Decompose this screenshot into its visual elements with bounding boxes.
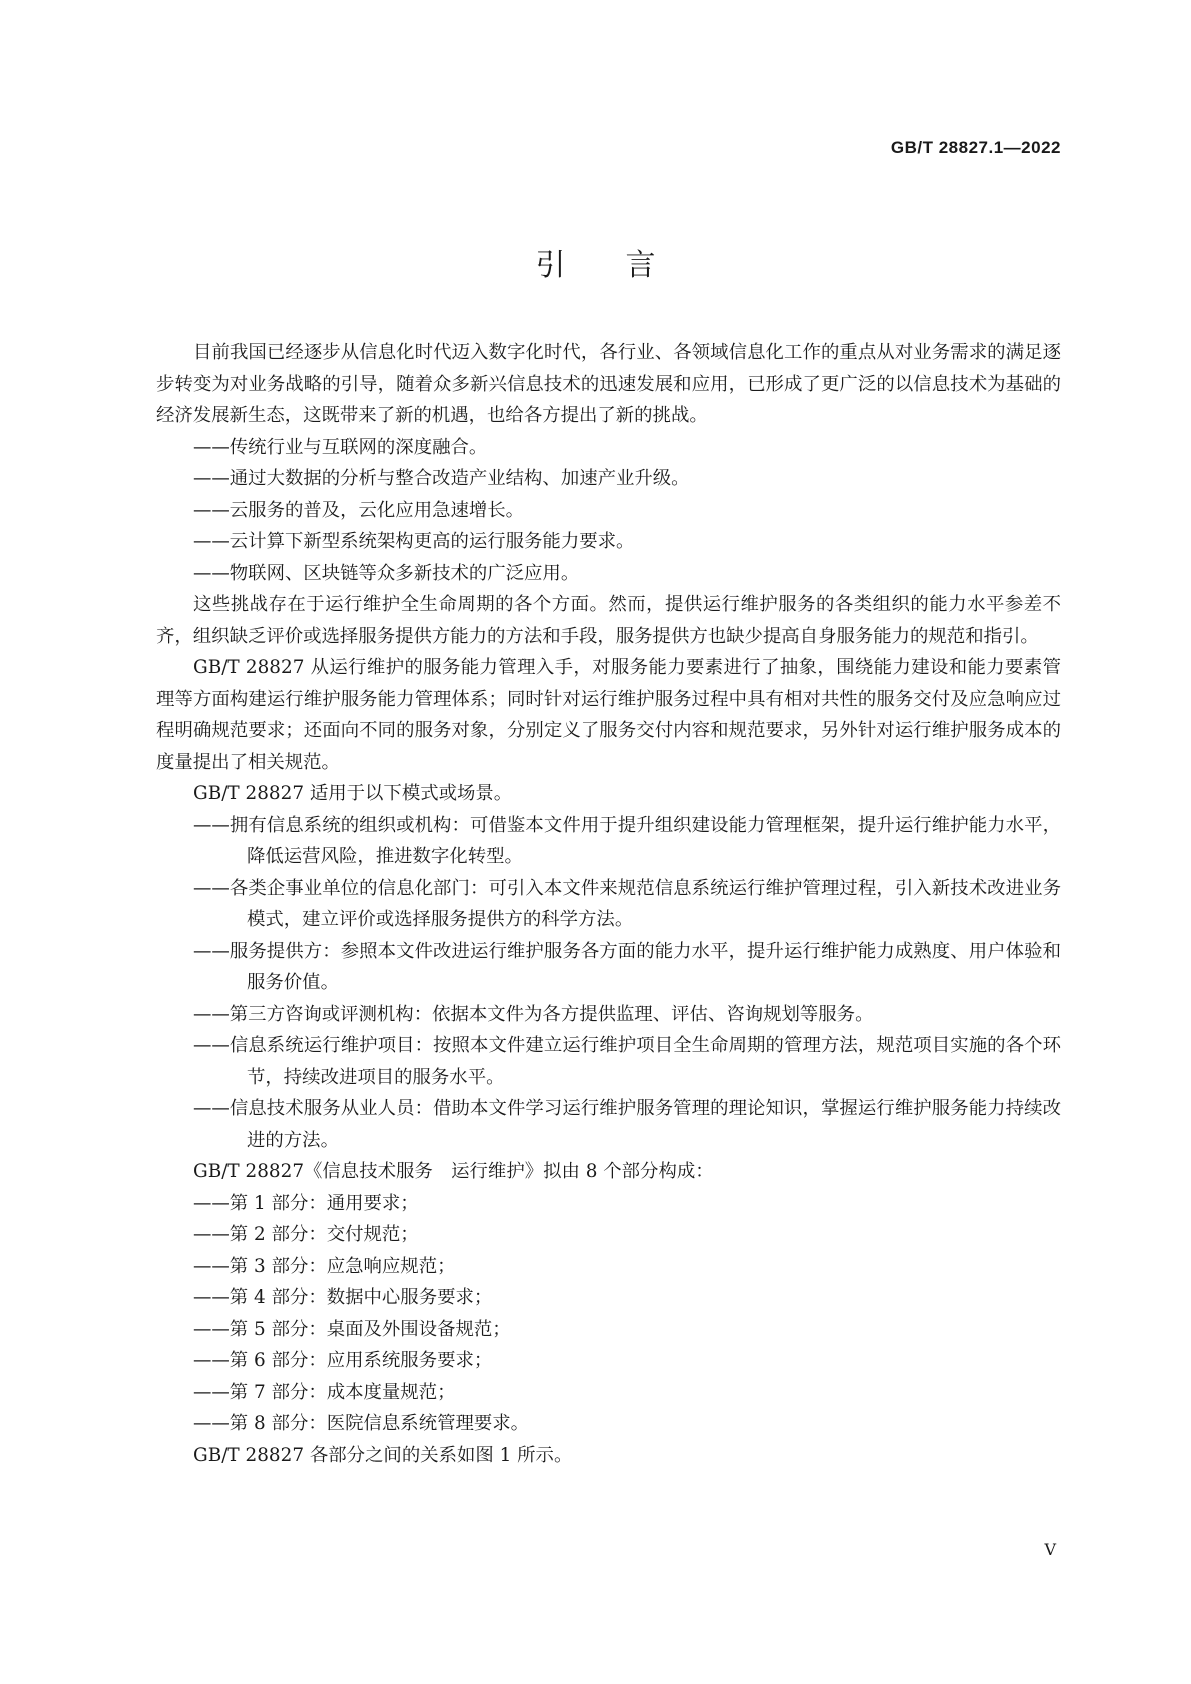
list-item: ——拥有信息系统的组织或机构：可借鉴本文件用于提升组织建设能力管理框架，提升运行维护能力水平，降低运营风险，推进数字化转型。: [193, 814, 1061, 867]
document-code: GB/T 28827.1—2022: [890, 138, 1061, 157]
list-item: ——第 7 部分：成本度量规范；: [193, 1381, 456, 1403]
page-number: V: [1044, 1540, 1056, 1559]
list-item: ——第 6 部分：应用系统服务要求；: [193, 1350, 493, 1371]
paragraph: 目前我国已经逐步从信息化时代迈入数字化时代，各行业、各领域信息化工作的重点从对业务需求的满足逐步转变为对业务战略的引导，随着众多新兴信息技术的迅速发展和应用，已形成了更广泛的以信息技术为基础的经济发展新生态，这既带来了新的机遇，也给各方提出了新的挑战。: [156, 342, 1061, 426]
paragraph: GB/T 28827 适用于以下模式或场景。: [193, 783, 513, 804]
document-body: [156, 337, 1061, 1471]
paragraph: GB/T 28827《信息技术服务 运行维护》拟由 8 个部分构成：: [193, 1161, 714, 1182]
list-item: ——服务提供方：参照本文件改进运行维护服务各方面的能力水平，提升运行维护能力成熟度、用户体验和服务价值。: [193, 940, 1061, 993]
list-item: ——第三方咨询或评测机构：依据本文件为各方提供监理、评估、咨询规划等服务。: [193, 1003, 874, 1025]
list-item: ——云计算下新型系统架构更高的运行服务能力要求。: [193, 531, 635, 552]
list-item: ——信息技术服务从业人员：借助本文件学习运行维护服务管理的理论知识，掌握运行维护服务能力持续改进的方法。: [193, 1098, 1061, 1151]
paragraph: GB/T 28827 各部分之间的关系如图 1 所示。: [193, 1444, 573, 1466]
list-item: ——各类企事业单位的信息化部门：可引入本文件来规范信息系统运行维护管理过程，引入新技术改进业务模式，建立评价或选择服务提供方的科学方法。: [193, 877, 1061, 930]
paragraph: GB/T 28827 从运行维护的服务能力管理入手，对服务能力要素进行了抽象，围绕能力建设和能力要素管理等方面构建运行维护服务能力管理体系；同时针对运行维护服务过程中具有相对共性的服务交付及应急响应过程明确规范要求；还面向不同的服务对象，分别定义了服务交付内容和规范要求，另外针对运行维护服务成本的度量提出了相关规范。: [156, 657, 1061, 773]
list-item: ——第 2 部分：交付规范；: [193, 1224, 419, 1245]
list-item: ——第 3 部分：应急响应规范；: [193, 1255, 456, 1277]
list-item: ——第 4 部分：数据中心服务要求；: [193, 1287, 493, 1308]
list-item: ——第 5 部分：桌面及外围设备规范；: [193, 1318, 511, 1340]
paragraph: 这些挑战存在于运行维护全生命周期的各个方面。然而，提供运行维护服务的各类组织的能力水平参差不齐，组织缺乏评价或选择服务提供方能力的方法和手段，服务提供方也缺少提高自身服务能力的规范和指引。: [156, 594, 1061, 647]
list-item: ——第 8 部分：医院信息系统管理要求。: [193, 1413, 530, 1434]
list-item: ——通过大数据的分析与整合改造产业结构、加速产业升级。: [193, 468, 690, 489]
section-title: 引言: [535, 248, 716, 283]
list-item: ——物联网、区块链等众多新技术的广泛应用。: [193, 562, 580, 584]
list-item: ——传统行业与互联网的深度融合。: [193, 436, 488, 458]
list-item: ——云服务的普及，云化应用急速增长。: [193, 499, 525, 521]
list-item: ——信息系统运行维护项目：按照本文件建立运行维护项目全生命周期的管理方法，规范项目实施的各个环节，持续改进项目的服务水平。: [193, 1035, 1061, 1088]
list-item: ——第 1 部分：通用要求；: [193, 1192, 419, 1214]
